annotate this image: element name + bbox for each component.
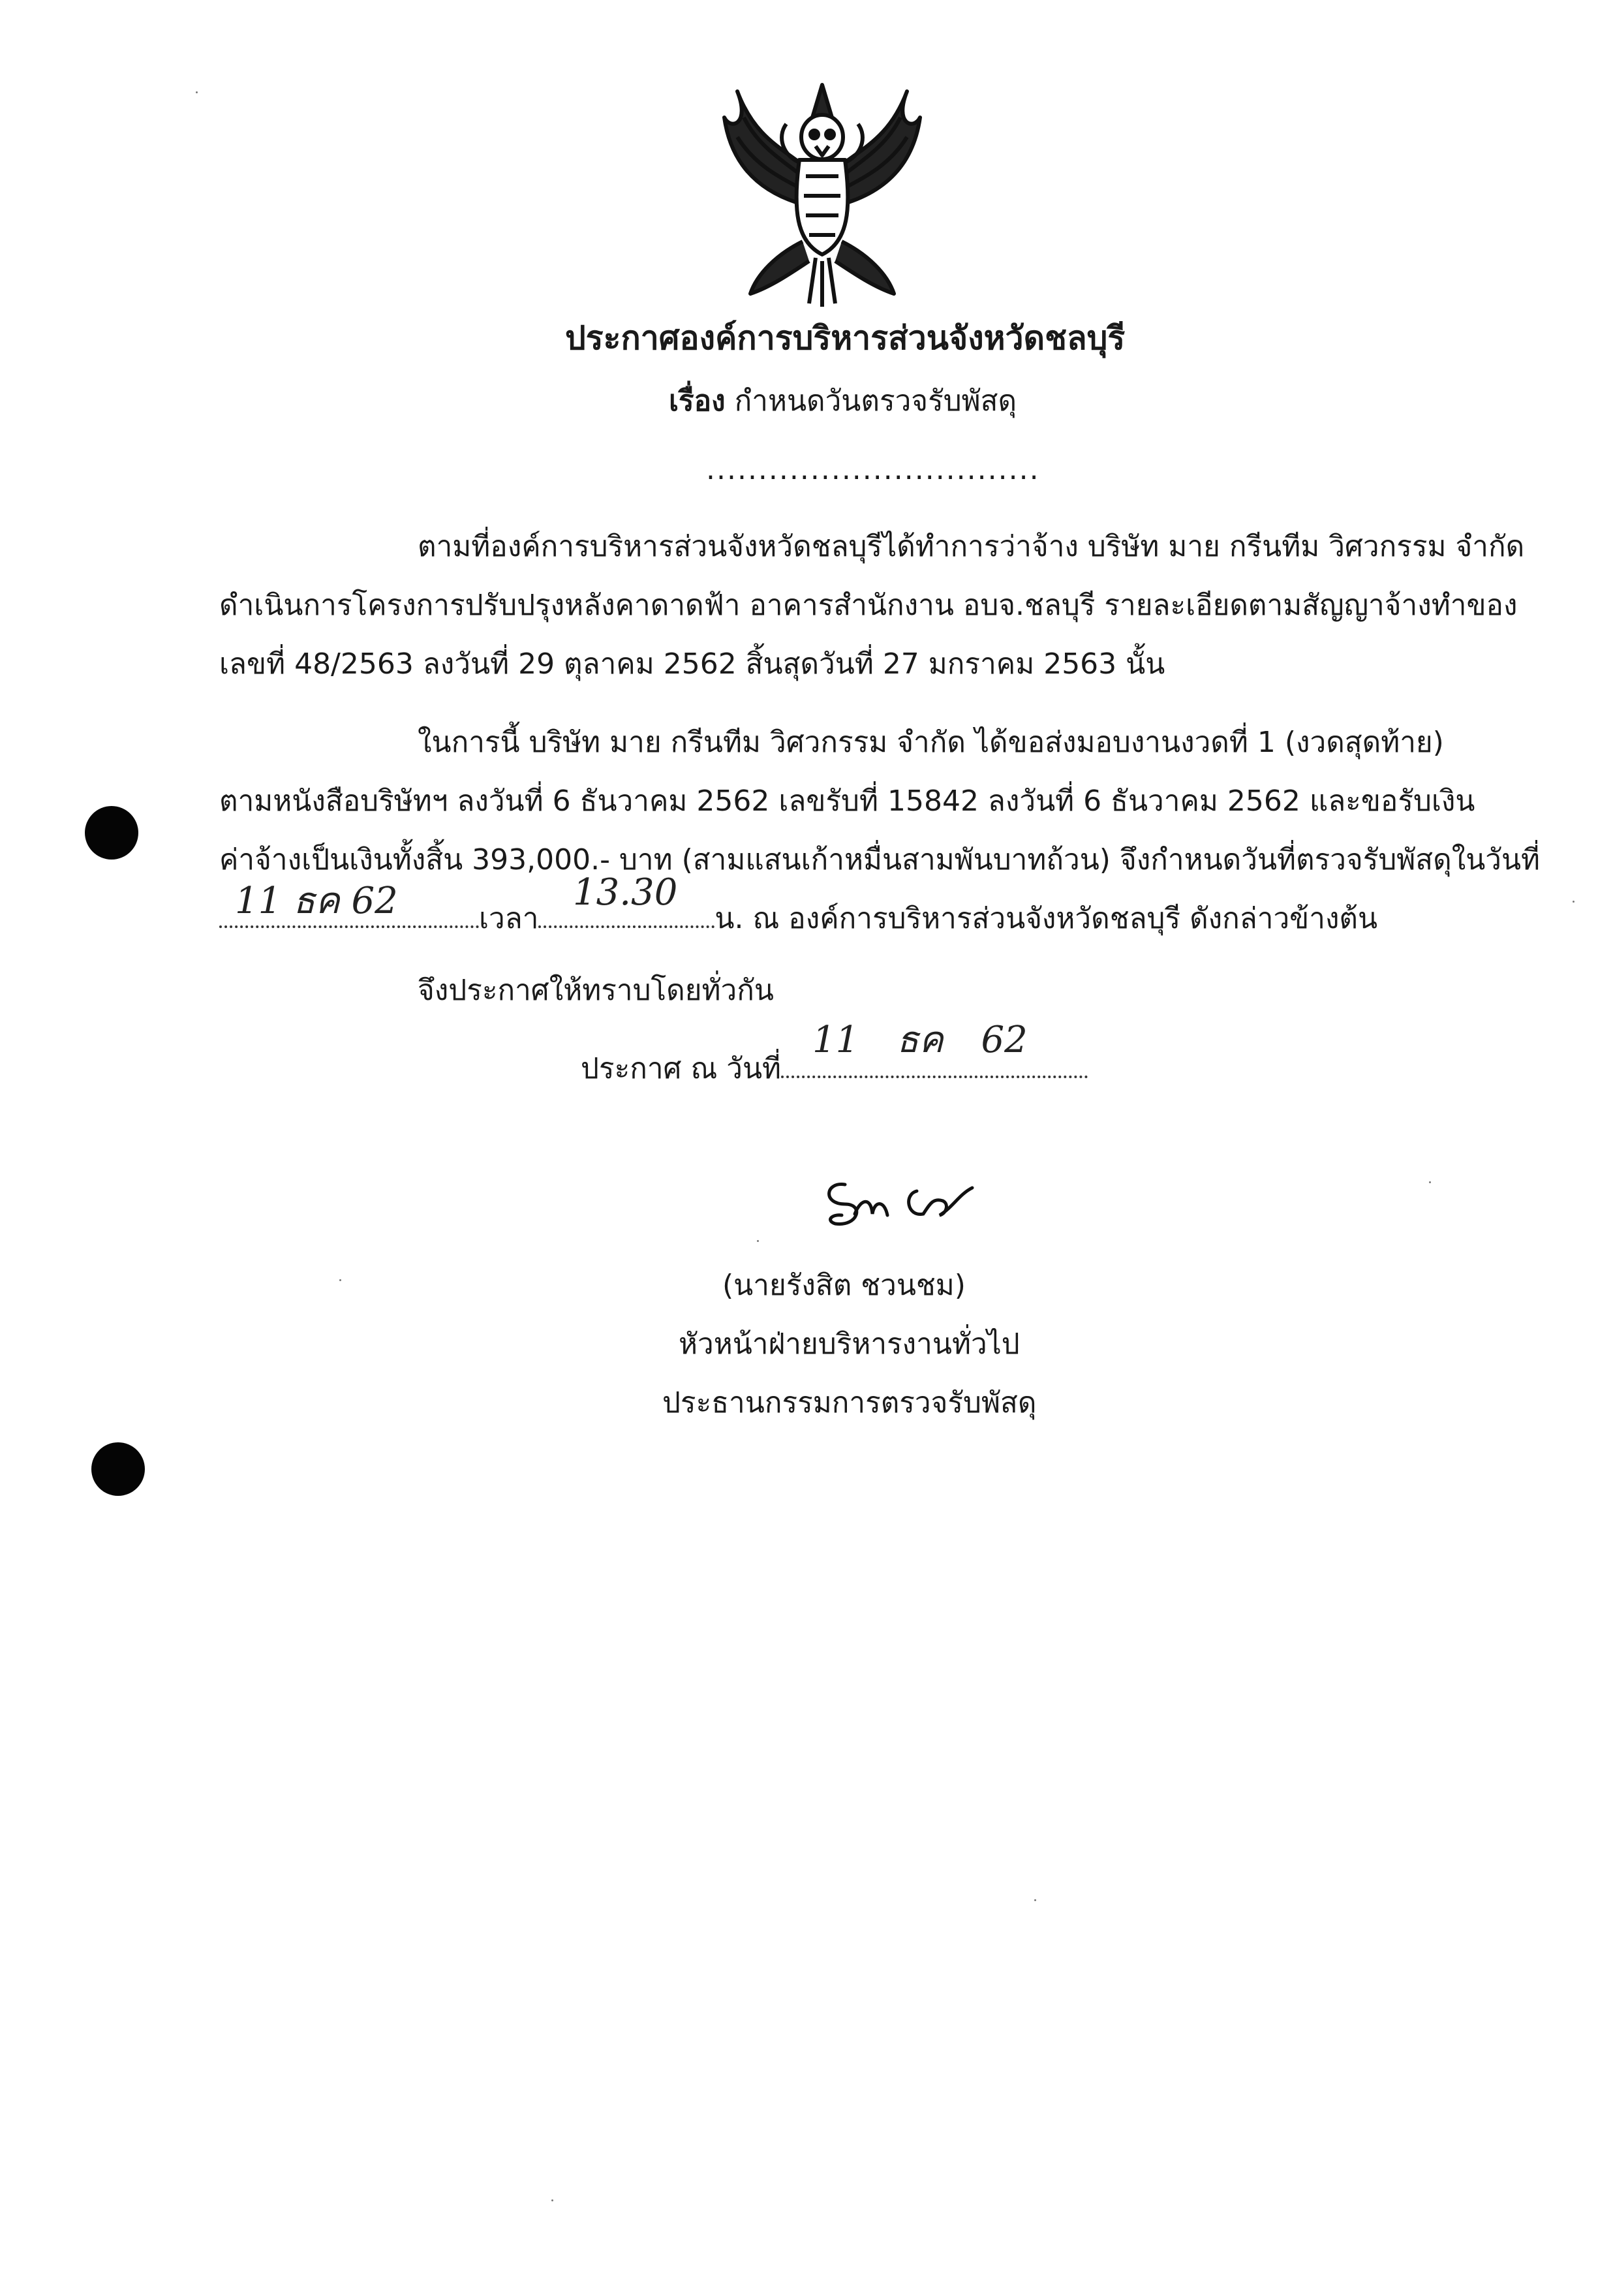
handwritten-signature xyxy=(819,1168,995,1233)
scan-speck xyxy=(1429,1181,1431,1183)
paragraph-1-line-2: ดำเนินการโครงการปรับปรุงหลังคาดาดฟ้า อาคารสำนักงาน อบจ.ชลบุรี รายละเอียดตามสัญญาจ้างทำของ xyxy=(219,589,1518,622)
announce-date-blank xyxy=(781,1072,1088,1078)
announce-date-line xyxy=(581,1049,1088,1089)
paragraph-2-line-4 xyxy=(219,899,1377,939)
date-blank xyxy=(219,922,479,928)
announce-label: ประกาศ ณ วันที่ xyxy=(581,1052,782,1085)
signer-name: (นายรังสิต ชวนชม) xyxy=(722,1269,966,1302)
closing-text: จึงประกาศให้ทราบโดยทั่วกัน xyxy=(418,974,774,1007)
signer-role: ประธานกรรมการตรวจรับพัสดุ xyxy=(662,1386,1037,1419)
title-separator: ................................ xyxy=(706,453,1040,486)
scan-speck xyxy=(196,91,198,93)
paragraph-1-line-3: เลขที่ 48/2563 ลงวันที่ 29 ตุลาคม 2562 สิ้นสุดวันที่ 27 มกราคม 2563 นั้น xyxy=(219,647,1165,681)
scan-speck xyxy=(551,2199,553,2201)
handwritten-inspection-time: 13.30 xyxy=(573,871,678,914)
subject-label: เรื่อง xyxy=(669,384,726,418)
signer-position: หัวหน้าฝ่ายบริหารงานทั่วไป xyxy=(679,1327,1020,1361)
paragraph-2-line-2: ตามหนังสือบริษัทฯ ลงวันที่ 6 ธันวาคม 2562 เลขรับที่ 15842 ลงวันที่ 6 ธันวาคม 2562 และขอรับเงิน xyxy=(219,784,1475,818)
scan-speck xyxy=(757,1240,759,1242)
paragraph-2-line-3: ค่าจ้างเป็นเงินทั้งสิ้น 393,000.- บาท (สามแสนเก้าหมื่นสามพันบาทถ้วน) จึงกำหนดวันที่ตรวจรับพัสดุในวันที่ xyxy=(219,843,1541,877)
paragraph-2-line-1: ในการนี้ บริษัท มาย กรีนทีม วิศวกรรม จำกัด ได้ขอส่งมอบงานงวดที่ 1 (งวดสุดท้าย) xyxy=(418,726,1444,759)
document-title: ประกาศองค์การบริหารส่วนจังหวัดชลบุรี xyxy=(565,319,1126,357)
scan-speck xyxy=(1573,901,1575,903)
subject-line xyxy=(669,382,1017,421)
scan-speck xyxy=(339,1279,341,1281)
time-label: เวลา xyxy=(479,902,539,935)
subject-text: กำหนดวันตรวจรับพัสดุ xyxy=(734,384,1017,418)
handwritten-inspection-date: 11 ธค 62 xyxy=(235,880,398,922)
handwritten-announce-date: 11 ธค 62 xyxy=(812,1019,1028,1061)
punch-hole-bottom xyxy=(91,1442,145,1496)
punch-hole-top xyxy=(85,806,138,860)
scan-speck xyxy=(1034,1899,1036,1901)
paragraph-1-line-1: ตามที่องค์การบริหารส่วนจังหวัดชลบุรีได้ทำการว่าจ้าง บริษัท มาย กรีนทีม วิศวกรรม จำกัด xyxy=(418,530,1525,563)
garuda-emblem-icon xyxy=(718,78,927,313)
time-blank xyxy=(538,922,714,928)
paragraph-2-line-4-rest: น. ณ องค์การบริหารส่วนจังหวัดชลบุรี ดังกล่าวข้างต้น xyxy=(714,902,1378,935)
